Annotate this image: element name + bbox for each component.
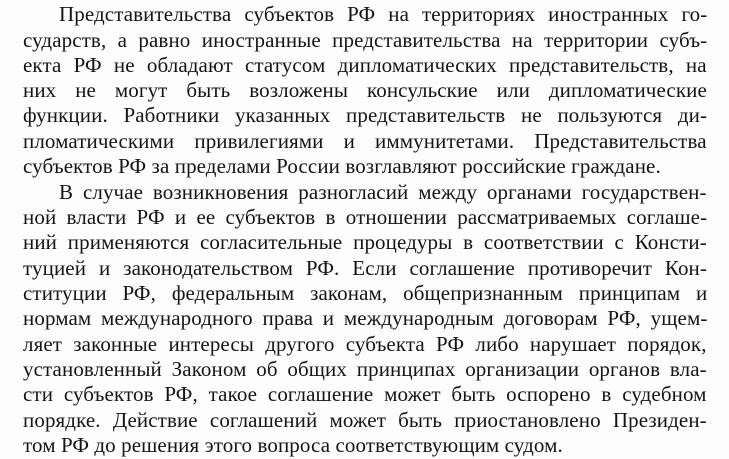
paragraph-1-line-6: пломатическими привилегиями и иммунитетами. Представительства (23, 129, 707, 153)
paragraph-2-line-6: нормам международного права и международным договорам РФ, ущем- (23, 306, 708, 330)
paragraph-2-line-8: установленный Законом об общих принципах организации органов вла- (23, 357, 707, 381)
paragraph-2-line-4: туцией и законодательством РФ. Если соглашение противоречит Кон- (23, 256, 707, 280)
paragraph-1-line-2: сударств, а равно иностранные представительства на территории субъ- (23, 28, 708, 52)
paragraph-1-line-3: екта РФ не обладают статусом дипломатических представительств, на (23, 53, 707, 77)
paragraph-2-line-1: В случае возникновения разногласий между органами государствен- (59, 180, 707, 204)
paragraph-2-line-11: том РФ до решения этого вопроса соответствующим судом. (23, 433, 563, 457)
paragraph-1-line-7: субъектов РФ за пределами России возглавляют российские граждане. (23, 154, 661, 178)
paragraph-2-line-7: ляет законные интересы другого субъекта РФ либо нарушает порядок, (23, 332, 707, 356)
paragraph-2-line-5: ституции РФ, федеральным законам, общепризнанным принципам и (23, 281, 708, 305)
paragraph-1-line-1: Представительства субъектов РФ на территориях иностранных го- (59, 2, 708, 26)
paragraph-2-line-9: сти субъектов РФ, такое соглашение может быть оспорено в судебном (23, 382, 707, 406)
paragraph-1-line-4: них не могут быть возложены консульские или дипломатические (23, 78, 707, 102)
paragraph-2-line-2: ной власти РФ и ее субъектов в отношении рассматриваемых соглаше- (23, 205, 708, 229)
paragraph-2-line-3: ний применяются согласительные процедуры в соответствии с Консти- (23, 230, 707, 254)
paragraph-2-line-10: порядке. Действие соглашений может быть приостановлено Президен- (23, 408, 707, 432)
paragraph-1-line-5: функции. Работники указанных представительств не пользуются ди- (23, 103, 708, 127)
